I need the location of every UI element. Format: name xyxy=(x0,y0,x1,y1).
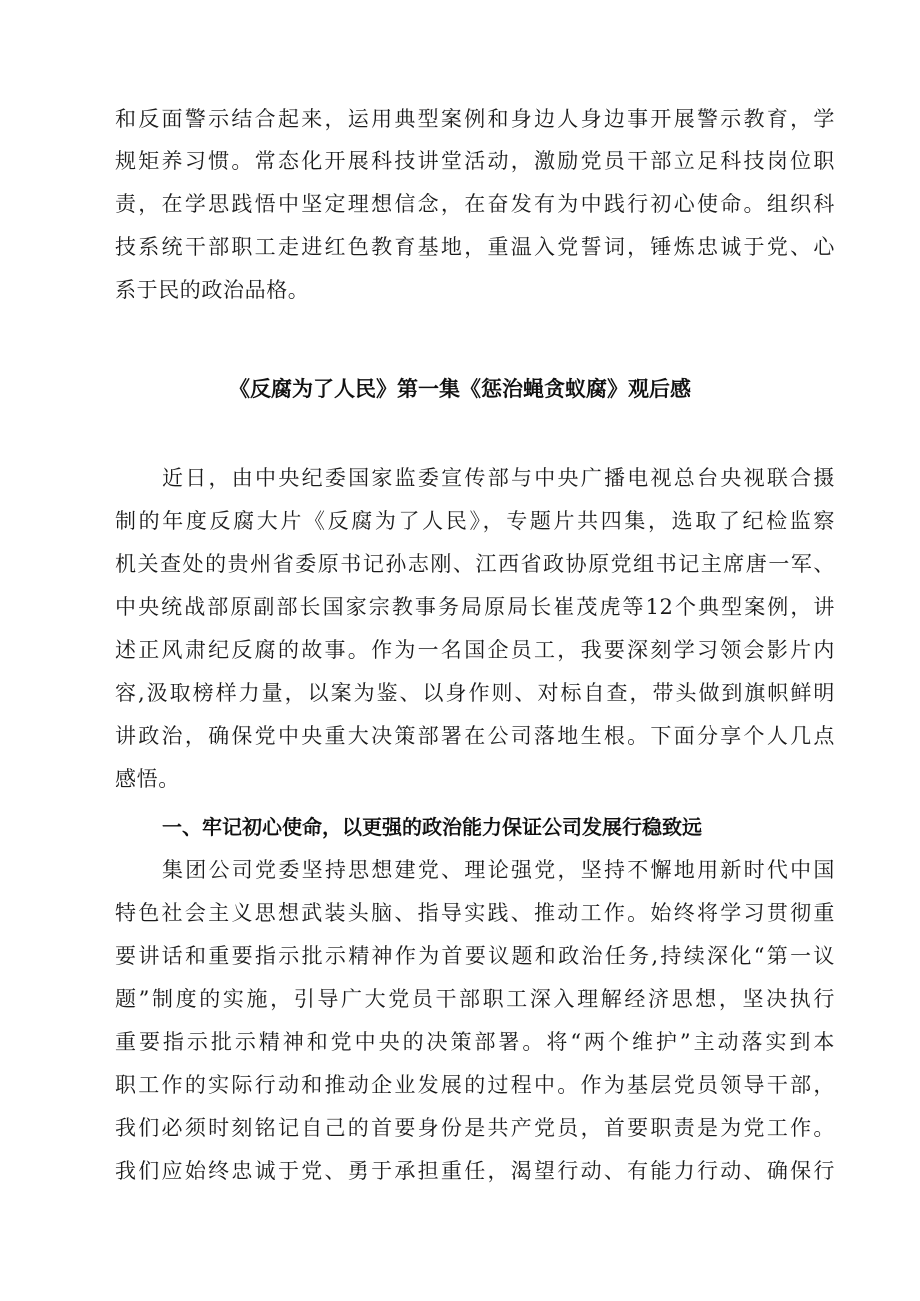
paragraph-line: 题”制度的实施，引导广大党员干部职工深入理解经济思想，坚决执行 xyxy=(115,987,835,1011)
paragraph-line: 特色社会主义思想武装头脑、指导实践、推动工作。始终将学习贯彻重 xyxy=(115,901,835,925)
paragraph-line: 感悟。 xyxy=(115,767,180,791)
paragraph-line: 要讲话和重要指示批示精神作为首要议题和政治任务,持续深化“第一议 xyxy=(115,944,835,968)
paragraph-line: 系于民的政治品格。 xyxy=(115,278,310,302)
section-heading: 一、牢记初心使命，以更强的政治能力保证公司发展行稳致远 xyxy=(162,815,702,839)
paragraph-line: 技系统干部职工走进红色教育基地，重温入党誓词，锤炼忠诚于党、心 xyxy=(115,235,835,259)
paragraph-line: 重要指示批示精神和党中央的决策部署。将“两个维护”主动落实到本 xyxy=(115,1030,835,1054)
paragraph-line: 机关查处的贵州省委原书记孙志刚、江西省政协原党组书记主席唐一军、 xyxy=(115,552,835,576)
paragraph-line: 我们必须时刻铭记自己的首要身份是共产党员，首要职责是为党工作。 xyxy=(115,1116,835,1140)
paragraph-line: 近日，由中央纪委国家监委宣传部与中央广播电视总台央视联合摄 xyxy=(162,466,835,490)
paragraph-line: 中央统战部原副部长国家宗教事务局原局长崔茂虎等12个典型案例，讲 xyxy=(115,595,835,619)
paragraph-line: 制的年度反腐大片《反腐为了人民》，专题片共四集，选取了纪检监察 xyxy=(115,509,835,533)
paragraph-line: 集团公司党委坚持思想建党、理论强党，坚持不懈地用新时代中国 xyxy=(162,858,835,882)
paragraph-line: 我们应始终忠诚于党、勇于承担重任，渴望行动、有能力行动、确保行 xyxy=(115,1159,835,1183)
article-title: 《反腐为了人民》第一集《惩治蝇贪蚁腐》观后感 xyxy=(229,377,691,401)
paragraph-line: 讲政治，确保党中央重大决策部署在公司落地生根。下面分享个人几点 xyxy=(115,724,835,748)
paragraph-line: 职工作的实际行动和推动企业发展的过程中。作为基层党员领导干部， xyxy=(115,1073,835,1097)
paragraph-line: 述正风肃纪反腐的故事。作为一名国企员工，我要深刻学习领会影片内 xyxy=(115,638,835,662)
paragraph-line: 和反面警示结合起来，运用典型案例和身边人身边事开展警示教育，学 xyxy=(115,107,835,131)
paragraph-line: 容,汲取榜样力量，以案为鉴、以身作则、对标自查，带头做到旗帜鲜明 xyxy=(115,681,835,705)
paragraph-line: 规矩养习惯。常态化开展科技讲堂活动，激励党员干部立足科技岗位职 xyxy=(115,149,835,173)
paragraph-line: 责，在学思践悟中坚定理想信念，在奋发有为中践行初心使命。组织科 xyxy=(115,192,835,216)
